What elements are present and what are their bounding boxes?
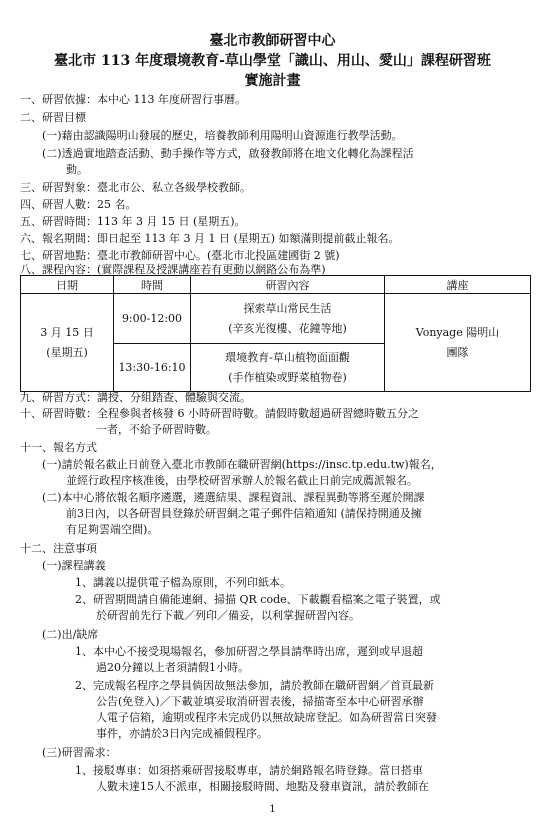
apply-heading: 十一、報名方式 (20, 441, 97, 454)
materials-2-line-1: 2、研習期間請自備能連網、掃描 QR code、下載觀看檔案之電子裝置，或 (75, 593, 441, 606)
apply-2-line-1: (二)本中心將依報名順序遴選，遴選結果、課程資訊、課程異動等將至遲於開課 (42, 491, 425, 504)
lecturer-line-1: Vonyage 陽明山 (415, 325, 500, 339)
apply-1-line-2: 並經行政程序核准後，由學校研習承辦人於報名截止日前完成薦派報名。 (66, 474, 418, 487)
notes-heading: 十二、注意事項 (20, 542, 97, 555)
method-line: 九、研習方式：講授、分組踏查、體驗與交流。 (20, 391, 251, 404)
attendance-1-line-1: 1、本中心不接受現場報名，參加研習之學員請準時出席，遲到或早退超 (75, 645, 423, 658)
table-row (21, 294, 531, 344)
needs-heading: (三)研習需求： (42, 746, 117, 759)
objective-2-line-2: 動。 (66, 163, 88, 176)
needs-1-line-2: 人數未達15人不派車，相關接駁時間、地點及發車資訊，請於教師在 (96, 780, 429, 793)
lecturer-cell (385, 294, 531, 392)
apply-1-line-1: (一)請於報名截止日前登入臺北市教師在職研習網(https://insc.tp.edu.tw)報名， (42, 458, 442, 471)
apply-2-line-2: 前3日內，以各研習員登錄於研習網之電子郵件信箱通知 (請保持開通及擁 (66, 507, 422, 520)
materials-heading: (一)課程講義 (42, 559, 106, 572)
materials-1: 1、講義以提供電子檔為原則，不列印紙本。 (75, 576, 291, 589)
slot2-subtitle: (手作植染或野菜植物卷) (228, 370, 347, 384)
slot2-content (191, 344, 385, 392)
attendance-2-line-2: 公告(免登入)／下載並填妥取消研習表後，掃描寄至本中心研習承辦 (96, 695, 424, 708)
slot1-content (191, 294, 385, 344)
content-heading: 八、課程內容：(實際課程及授課講座若有更動以網路公布為準) (20, 263, 326, 276)
objectives-heading: 二、研習目標 (20, 111, 86, 124)
course-title: 臺北市 113 年度環境教育-草山學堂「識山、用山、愛山」課程研習班 (54, 53, 491, 69)
materials-2-line-2: 於研習前先行下載／列印／備妥，以利掌握研習內容。 (96, 609, 360, 622)
header-content: 研習內容 (191, 276, 385, 294)
target-line: 三、研習對象：臺北市公、私立各級學校教師。 (20, 181, 251, 194)
plan-title: 實施計畫 (244, 73, 301, 89)
slot2-title: 環境教育-草山植物面面觀 (225, 350, 350, 364)
header-date: 日期 (21, 276, 114, 294)
slot1-time: 9:00-12:00 (114, 294, 191, 344)
table-header-row (21, 276, 531, 294)
schedule-table (20, 275, 531, 392)
slot2-time: 13:30-16:10 (114, 344, 191, 392)
registration-line: 六、報名期間：即日起至 113 年 3 月 1 日 (星期五) 如額滿則提前截止報名。 (20, 232, 400, 245)
location-line: 七、研習地點：臺北市教師研習中心。(臺北市北投區建國街 2 號) (20, 249, 340, 262)
attendance-2-line-3: 人電子信箱，逾期或程序未完成仍以無故缺席登記。如為研習當日突發 (96, 711, 437, 724)
objective-2-line-1: (二)透過實地踏查活動、動手操作等方式，啟發教師將在地文化轉化為課程活 (42, 147, 414, 160)
apply-2-line-3: 有足夠雲端空間)。 (66, 523, 159, 536)
count-line: 四、研習人數：25 名。 (20, 198, 137, 211)
date-cell (21, 294, 114, 392)
hours-line-1: 十、研習時數：全程參與者核發 6 小時研習時數。請假時數超過研習總時數五分之 (20, 407, 419, 420)
header-time: 時間 (114, 276, 191, 294)
page-number: 1 (269, 804, 276, 815)
needs-1-line-1: 1、接駁專車：如須搭乘研習接駁專車，請於網路報名時登錄。當日搭車 (75, 764, 423, 777)
basis-line: 一、研習依據：本中心 113 年度研習行事曆。 (20, 93, 246, 106)
slot1-subtitle: (辛亥光復樓、花鐘等地) (228, 321, 347, 335)
objective-1: (一)藉由認識陽明山發展的歷史，培養教師利用陽明山資源進行教學活動。 (42, 129, 403, 142)
lecturer-line-2: 團隊 (446, 345, 469, 359)
slot1-title: 探索草山常民生活 (243, 301, 332, 315)
org-title: 臺北市教師研習中心 (209, 33, 336, 49)
date-day: 3 月 15 日 (40, 325, 94, 339)
header-lecturer: 講座 (385, 276, 531, 294)
attendance-heading: (二)出/缺席 (42, 628, 99, 641)
attendance-2-line-1: 2、完成報名程序之學員倘因故無法參加，請於教師在職研習網／首頁最新 (75, 679, 434, 692)
attendance-2-line-4: 事件，亦請於3日內完成補假程序。 (96, 727, 268, 740)
time-line: 五、研習時間：113 年 3 月 15 日 (星期五)。 (20, 215, 246, 228)
hours-line-2: 一者，不給予研習時數。 (96, 423, 217, 436)
date-weekday: (星期五) (46, 345, 88, 359)
attendance-1-line-2: 過20分鐘以上者須請假1小時。 (96, 661, 249, 674)
